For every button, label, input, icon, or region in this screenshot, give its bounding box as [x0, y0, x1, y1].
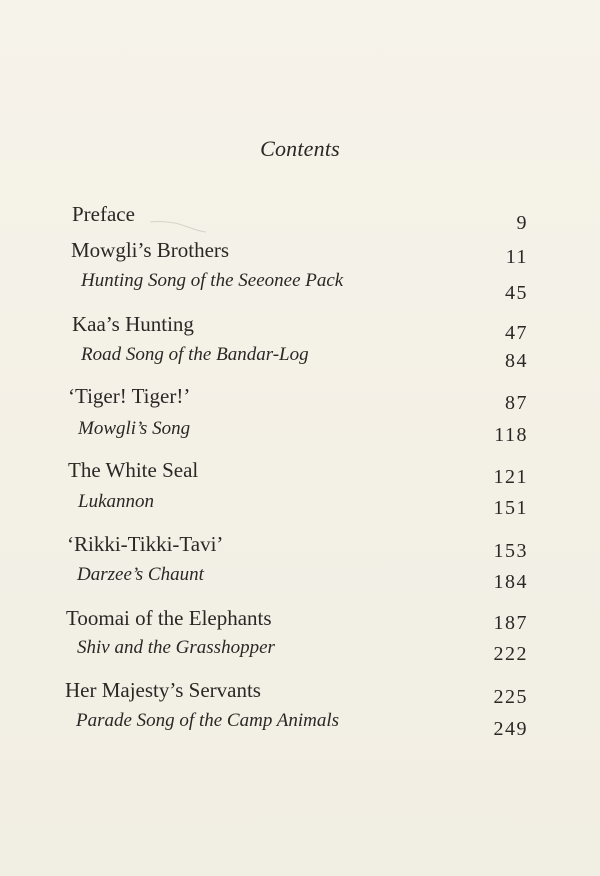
page-number: 11	[505, 246, 528, 268]
chapter-title: Her Majesty’s Servants	[65, 678, 261, 702]
page-number: 153	[493, 540, 528, 562]
pencil-smudge-mark	[148, 218, 208, 234]
song-title: Road Song of the Bandar-Log	[81, 344, 309, 365]
chapter-title: Mowgli’s Brothers	[71, 238, 230, 262]
page-number: 184	[493, 571, 528, 593]
chapter-title: Preface	[72, 202, 135, 226]
chapter-title: Toomai of the Elephants	[66, 606, 272, 630]
song-title: Mowgli’s Song	[78, 418, 191, 439]
page-number: 45	[505, 282, 528, 304]
page-number: 84	[505, 350, 528, 372]
page-number: 222	[493, 643, 528, 665]
page-title: Contents	[260, 136, 340, 161]
page-number: 118	[494, 424, 528, 446]
page-number: 47	[505, 322, 528, 344]
page-number: 87	[505, 392, 528, 414]
page-number: 249	[493, 718, 528, 740]
chapter-title: The White Seal	[68, 458, 199, 482]
page-number: 151	[493, 497, 528, 519]
song-title: Darzee’s Chaunt	[77, 564, 204, 585]
song-title: Hunting Song of the Seeonee Pack	[81, 270, 344, 291]
page-number: 121	[493, 466, 528, 488]
song-title: Shiv and the Grasshopper	[77, 637, 275, 658]
chapter-title: ‘Tiger! Tiger!’	[68, 384, 191, 408]
page-number: 9	[516, 212, 528, 234]
page-number: 187	[493, 612, 528, 634]
song-title: Lukannon	[78, 491, 154, 512]
chapter-title: ‘Rikki-Tikki-Tavi’	[67, 532, 224, 556]
page-number: 225	[493, 686, 528, 708]
chapter-title: Kaa’s Hunting	[72, 312, 194, 336]
song-title: Parade Song of the Camp Animals	[76, 710, 340, 731]
